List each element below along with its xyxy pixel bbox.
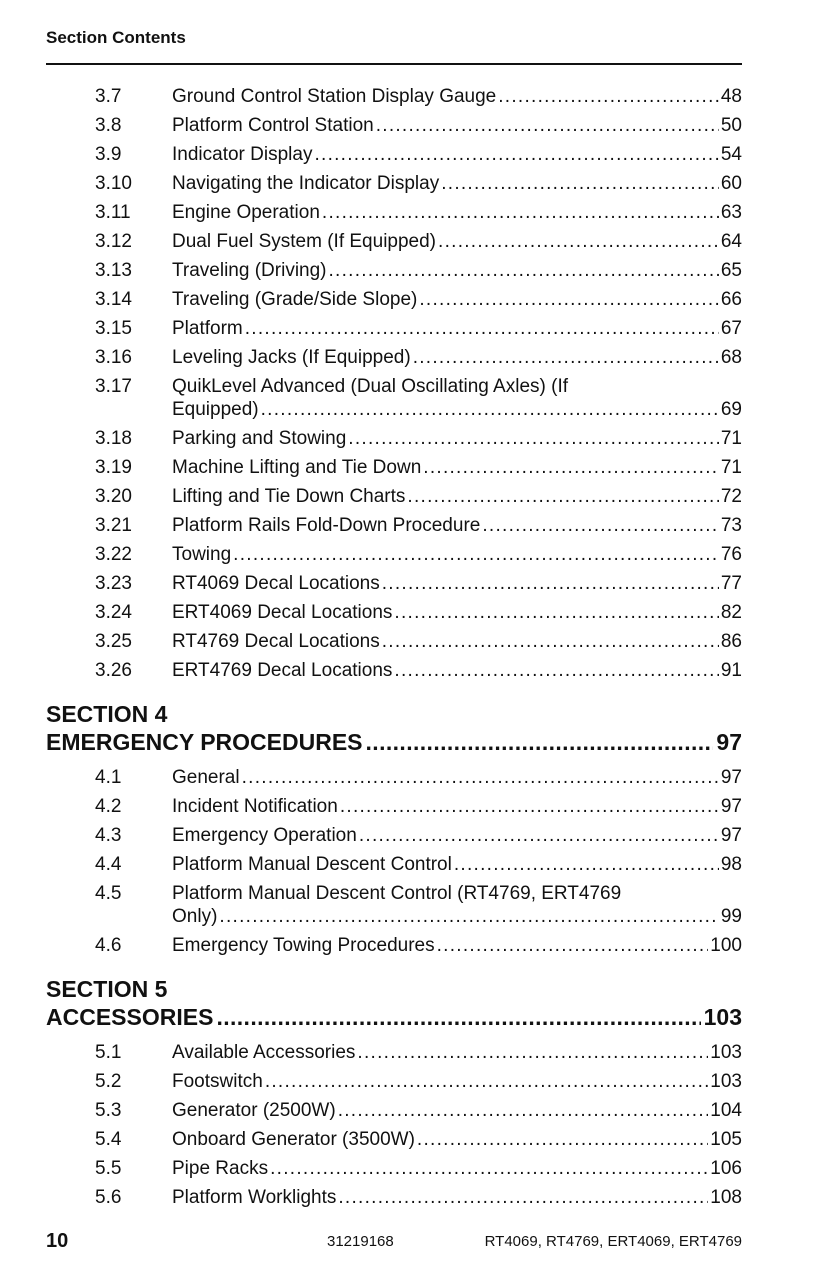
toc-entry-number: 5.6 — [95, 1187, 122, 1208]
toc-entry-title: Platform — [172, 318, 243, 339]
toc-entry-number: 3.12 — [95, 231, 132, 252]
toc-entry-number: 3.22 — [95, 544, 132, 565]
dot-leader — [359, 824, 719, 847]
section-title: ACCESSORIES — [46, 1004, 214, 1030]
toc-entry-page: 100 — [710, 935, 742, 956]
dot-leader — [219, 905, 718, 928]
dot-leader — [419, 288, 719, 311]
dot-leader — [322, 201, 719, 224]
dot-leader — [413, 346, 719, 369]
dot-leader — [382, 630, 719, 653]
toc-entry-number: 3.10 — [95, 173, 132, 194]
toc-entry-title: ERT4069 Decal Locations — [172, 602, 393, 623]
toc-entry-page: 50 — [720, 115, 742, 136]
toc-entry-page: 66 — [720, 289, 742, 310]
toc-entry-title: Traveling (Driving) — [172, 260, 327, 281]
header-rule — [46, 63, 742, 65]
dot-leader — [482, 514, 719, 537]
toc-entry-title-continued: Equipped) — [172, 399, 259, 420]
toc-entry-number: 5.1 — [95, 1042, 122, 1063]
toc-entry-number: 3.18 — [95, 428, 132, 449]
toc-entry-title: Machine Lifting and Tie Down — [172, 457, 422, 478]
section-heading[interactable] — [46, 975, 742, 1031]
toc-entry-title: Navigating the Indicator Display — [172, 173, 440, 194]
toc-entry-number: 5.5 — [95, 1158, 122, 1179]
toc-entry-number: 3.23 — [95, 573, 132, 594]
dot-leader — [357, 1041, 708, 1064]
toc-entry-title: Parking and Stowing — [172, 428, 347, 449]
section-heading[interactable] — [46, 700, 742, 756]
toc-entry-page: 67 — [720, 318, 742, 339]
toc-entry-page: 108 — [710, 1187, 742, 1208]
dot-leader — [314, 143, 718, 166]
toc-entry-number: 5.4 — [95, 1129, 122, 1150]
dot-leader — [233, 543, 719, 566]
toc-entry-number: 3.19 — [95, 457, 132, 478]
toc-entry-page: 63 — [720, 202, 742, 223]
toc-entry-page: 60 — [720, 173, 742, 194]
toc-entry-title: Onboard Generator (3500W) — [172, 1129, 415, 1150]
toc-entry-title: Platform Worklights — [172, 1187, 337, 1208]
dot-leader — [329, 259, 719, 282]
toc-entry-number: 4.4 — [95, 854, 122, 875]
toc-entry-page: 97 — [720, 796, 742, 817]
dot-leader — [242, 766, 719, 789]
section-page: 103 — [703, 1004, 742, 1030]
dot-leader — [348, 427, 719, 450]
dot-leader — [417, 1128, 708, 1151]
toc-entry-number: 3.7 — [95, 86, 122, 107]
toc-entry-number: 3.15 — [95, 318, 132, 339]
footer-model-list: RT4069, RT4769, ERT4069, ERT4769 — [484, 1233, 742, 1250]
toc-entry-title: Indicator Display — [172, 144, 313, 165]
toc-entry-number: 4.6 — [95, 935, 122, 956]
dot-leader — [338, 1186, 708, 1209]
toc-entry-title: Platform Control Station — [172, 115, 374, 136]
toc-entry-number: 3.11 — [95, 202, 131, 223]
toc-entry-page: 73 — [720, 515, 742, 536]
dot-leader — [216, 1003, 700, 1031]
toc-entry-title: Leveling Jacks (If Equipped) — [172, 347, 411, 368]
toc-entry-title: Platform Manual Descent Control (RT4769, ERT4769 — [172, 883, 622, 904]
toc-entry-number: 3.26 — [95, 660, 132, 681]
toc-entry-number: 5.2 — [95, 1071, 122, 1092]
toc-entry-page: 71 — [720, 457, 742, 478]
toc-entry-title: Incident Notification — [172, 796, 338, 817]
toc-entry-title: Platform Manual Descent Control — [172, 854, 452, 875]
toc-entry-title: General — [172, 767, 240, 788]
toc-entry-number: 3.21 — [95, 515, 132, 536]
toc-entry-title: Lifting and Tie Down Charts — [172, 486, 406, 507]
toc-entry-title: Dual Fuel System (If Equipped) — [172, 231, 437, 252]
running-header-title: Section Contents — [46, 28, 186, 47]
toc-entry-page: 54 — [720, 144, 742, 165]
toc-entry-number: 3.24 — [95, 602, 132, 623]
toc-entry-title: Pipe Racks — [172, 1158, 269, 1179]
toc-entry-title: Towing — [172, 544, 232, 565]
toc-entry-number: 4.3 — [95, 825, 122, 846]
toc-entry-number: 4.1 — [95, 767, 122, 788]
dot-leader — [376, 114, 719, 137]
toc-entry-title: Traveling (Grade/Side Slope) — [172, 289, 418, 310]
toc-entry-page: 72 — [720, 486, 742, 507]
dot-leader — [437, 934, 709, 957]
toc-entry-title: RT4769 Decal Locations — [172, 631, 380, 652]
dot-leader — [265, 1070, 708, 1093]
toc-entry-page: 103 — [710, 1071, 742, 1092]
toc-entry-page: 103 — [710, 1042, 742, 1063]
section-title: EMERGENCY PROCEDURES — [46, 729, 363, 755]
toc-entry-title: Emergency Operation — [172, 825, 357, 846]
dot-leader — [407, 485, 718, 508]
toc-entry-page: 98 — [720, 854, 742, 875]
dot-leader — [394, 601, 718, 624]
toc-entry-page: 97 — [720, 825, 742, 846]
dot-leader — [438, 230, 719, 253]
toc-entry-page: 76 — [720, 544, 742, 565]
toc-entry-title: Ground Control Station Display Gauge — [172, 86, 497, 107]
toc-entry-number: 3.13 — [95, 260, 132, 281]
dot-leader — [498, 85, 719, 108]
toc-entry-title: Footswitch — [172, 1071, 263, 1092]
toc-entry-title: Platform Rails Fold-Down Procedure — [172, 515, 481, 536]
toc-entry-number: 3.25 — [95, 631, 132, 652]
section-page: 97 — [716, 729, 742, 755]
toc-entry-page: 65 — [720, 260, 742, 281]
dot-leader — [382, 572, 719, 595]
dot-leader — [366, 728, 714, 756]
toc-entry-title: Emergency Towing Procedures — [172, 935, 435, 956]
toc-entry-number: 3.20 — [95, 486, 132, 507]
toc-entry-title: ERT4769 Decal Locations — [172, 660, 393, 681]
toc-entry-page: 77 — [720, 573, 742, 594]
toc-entry-page: 48 — [720, 86, 742, 107]
toc-entry-number: 3.9 — [95, 144, 122, 165]
toc-entry-page: 86 — [720, 631, 742, 652]
toc-entry-page: 64 — [720, 231, 742, 252]
toc-entry-page: 71 — [720, 428, 742, 449]
section-label: SECTION 5 — [46, 976, 168, 1002]
dot-leader — [441, 172, 719, 195]
toc-entry-title: Engine Operation — [172, 202, 320, 223]
toc-entry-page: 97 — [720, 767, 742, 788]
dot-leader — [394, 659, 718, 682]
dot-leader — [245, 317, 719, 340]
toc-entry-number: 3.16 — [95, 347, 132, 368]
dot-leader — [423, 456, 719, 479]
toc-entry-number: 4.5 — [95, 883, 122, 904]
footer-document-number: 31219168 — [327, 1233, 394, 1250]
toc-entry-title: QuikLevel Advanced (Dual Oscillating Axles) (If — [172, 376, 569, 397]
toc-entry-title: Generator (2500W) — [172, 1100, 336, 1121]
dot-leader — [340, 795, 719, 818]
footer-page-number: 10 — [46, 1230, 69, 1252]
dot-leader — [338, 1099, 709, 1122]
toc-entry-number: 3.14 — [95, 289, 132, 310]
dot-leader — [454, 853, 719, 876]
toc-entry-page: 104 — [710, 1100, 742, 1121]
toc-entry-page: 91 — [720, 660, 742, 681]
toc-entry-page: 105 — [710, 1129, 742, 1150]
toc-entry-number: 4.2 — [95, 796, 122, 817]
section-label: SECTION 4 — [46, 701, 168, 727]
toc-entry-number: 3.17 — [95, 376, 132, 397]
toc-entry-number: 3.8 — [95, 115, 122, 136]
toc-entry-page: 68 — [720, 347, 742, 368]
toc-entry-page: 99 — [720, 906, 742, 927]
toc-entry-title: RT4069 Decal Locations — [172, 573, 380, 594]
toc-entry-page: 106 — [710, 1158, 742, 1179]
toc-entry-number: 5.3 — [95, 1100, 122, 1121]
toc-entry-title-continued: Only) — [172, 906, 218, 927]
toc-entry-title: Available Accessories — [172, 1042, 356, 1063]
toc-entry-page: 82 — [720, 602, 742, 623]
toc-entry-page: 69 — [720, 399, 742, 420]
dot-leader — [270, 1157, 708, 1180]
dot-leader — [261, 398, 719, 421]
